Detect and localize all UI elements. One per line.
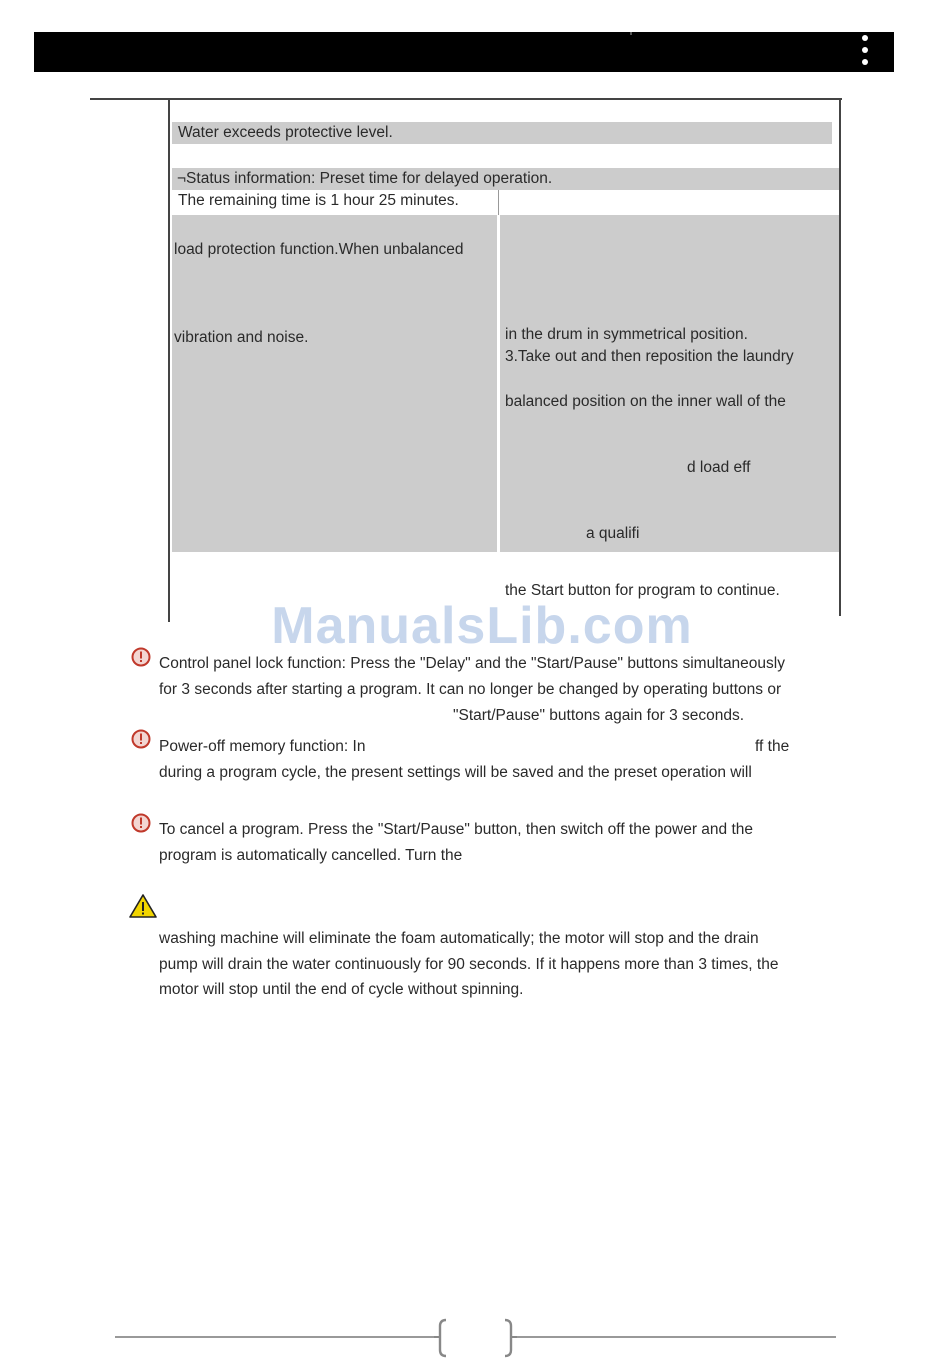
note-line: motor will stop until the end of cycle without spinning. [159,981,524,998]
caution-circle-icon [131,729,151,749]
note-line: for 3 seconds after starting a program. It can no longer be changed by operating buttons or [159,681,782,698]
right-cell-line: balanced position on the inner wall of the [505,393,786,410]
left-cell-line: vibration and noise. [174,329,309,346]
note-line: ff the [755,738,790,755]
table-top-border [90,98,842,100]
note-line: "Start/Pause" buttons again for 3 seconds. [453,707,745,724]
note-line: during a program cycle, the present settings will be saved and the preset operation will [159,764,752,781]
table-left-border [168,98,170,622]
menu-dot-icon [862,47,868,53]
left-cell-line: load protection function.When unbalanced [174,241,464,258]
page-number-left-bracket-icon [434,1318,448,1358]
table-row-continue: the Start button for program to continue. [505,582,780,599]
table-right-cell [500,215,839,552]
table-left-cell [172,215,497,552]
warning-triangle-icon [128,893,158,919]
right-cell-line: in the drum in symmetrical position. [505,326,748,343]
right-cell-line: a qualifi [586,525,640,542]
table-row-status-info: ¬Status information: Preset time for delayed operation. [177,170,553,187]
note-line: washing machine will eliminate the foam automatically; the motor will stop and the drain [159,930,759,947]
caution-circle-icon [131,647,151,667]
menu-dot-icon [862,59,868,65]
right-cell-line: d load eff [687,459,751,476]
table-row-remaining-time: The remaining time is 1 hour 25 minutes. [178,192,459,209]
menu-dot-icon [862,35,868,41]
note-line: Power-off memory function: In [159,738,366,755]
note-line: pump will drain the water continuously for 90 seconds. If it happens more than 3 times, the [159,956,779,973]
table-row-water-level: Water exceeds protective level. [178,124,393,141]
watermark: ManualsLib.com [271,597,693,655]
right-cell-line: 3.Take out and then reposition the laundry [505,348,794,365]
caution-circle-icon [131,813,151,833]
page-number-right-bracket-icon [503,1318,517,1358]
table-right-border [839,98,841,616]
note-line: To cancel a program. Press the "Start/Pause" button, then switch off the power and the [159,821,754,838]
note-line: program is automatically cancelled. Turn the [159,847,463,864]
note-line: Control panel lock function: Press the "Delay" and the "Start/Pause" buttons simultaneously [159,655,785,672]
header-bar [34,32,894,72]
